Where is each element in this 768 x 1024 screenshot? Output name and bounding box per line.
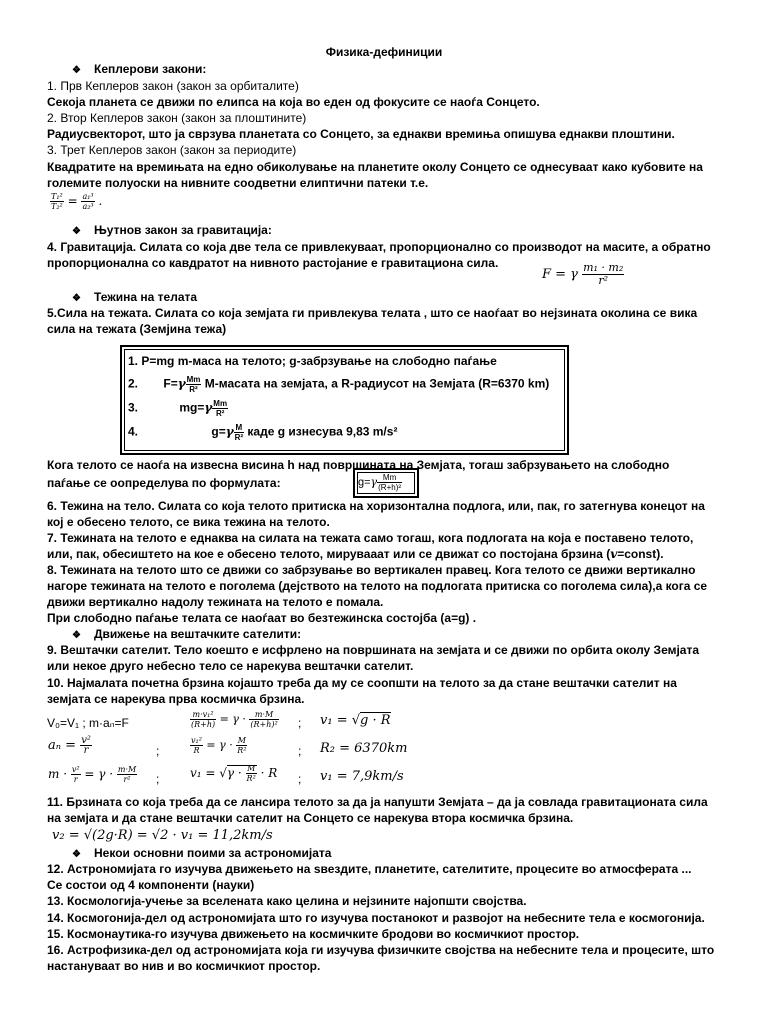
kepler-formula: $\frac{\text{T₁²}}{\text{T₂²}}$ = $\frac{\text{a₁³}}{\text{a₂³}}$ . — [51, 192, 103, 211]
p7b: или, пак, обесиштето на кое е обесено телото, мирувааат или се движат со постојана брзина (v=const). — [47, 547, 664, 561]
a12a: 12. Астрономијата го изучува движењето на ѕвездите, планетите, сателитите, процесите во атмосферата ... — [47, 862, 692, 876]
s10a: 10. Најмалата почетна брзина којашто треба да му се соопшти на телото за да стане вештачки сателит на — [47, 676, 677, 690]
eq-v2: v₂ = √(2g·R) = √2 · v₁ = 11,2km/s — [52, 828, 273, 843]
eq-row1-mid: $\frac{\text{m·v₁²}}{(R+h)}$ = γ · $\frac{m\cdot M}{\text{(R+h)²}}$ — [191, 710, 278, 729]
s11a: 11. Брзината со која треба да се лансира телото за да ја напушти Земјата – да ја совлада гравитационата сила — [47, 795, 708, 809]
bullet-icon: ❖ — [72, 630, 81, 641]
p6b: кој е обесено телото, се вика тежина на телото. — [47, 515, 330, 529]
p8b: нагоре тежината на телото е поголема (дејството на телото на подлогата притиска со поголема сила),а кога се — [47, 579, 708, 593]
a12b: Се состои од 4 компоненти (науки) — [47, 878, 255, 892]
section-satellites: ❖ Движење на вештачките сателити: — [72, 626, 301, 644]
newton-4b: пропорционална со кавдратот на нивното растојание е гравитациона сила. — [47, 256, 499, 270]
eq-mv: m · $\frac{\text{v²}}{r}$ = γ · $\frac{m\cdot M}{\text{r²}}$ — [48, 765, 137, 784]
eq-row1-right: v₁ = √g · R — [320, 713, 391, 728]
section-kepler: ❖ Кеплерови закони: — [72, 61, 206, 79]
bullet-icon: ❖ — [72, 849, 81, 860]
s11b: на земјата и да стане вештачки сателит на Сонцето се нарекува втора космичка брзина. — [47, 811, 574, 825]
kepler-1: 1. Прв Кеплеров закон (закон за орбиталите) — [47, 79, 299, 93]
box-row-3: 3. mg=γ $\frac{Mm}{\text{R²}}$ — [128, 399, 228, 418]
eq-row2-semi2: ; — [298, 744, 302, 758]
a16b: настануваат во нив и во космичкиот простор. — [47, 959, 321, 973]
kepler-2: 2. Втор Кеплеров закон (закон за плоштините) — [47, 111, 307, 125]
kepler-1-def: Секоја планета се движи по елипса на која во еден од фокусите се наоѓа Сонцето. — [47, 95, 540, 109]
eq-row3-semi1: ; — [156, 772, 160, 786]
eq-row3-mid: v₁ = √γ · $\frac{M}{\text{R²}}$ · R — [190, 764, 278, 783]
p6a: 6. Тежина на тело. Силата со која телото притиска на хоризонтална подлога, или, пак, го затегнува конецот на — [47, 499, 705, 513]
bullet-icon: ❖ — [72, 65, 81, 76]
eq-row3-semi2: ; — [298, 772, 302, 786]
section-weight: ❖ Тежина на телата — [72, 289, 197, 307]
height-1: Кога телото се наоѓа на извесна висина h над површината на Земјата, тогаш забрзувањето на слободно — [47, 458, 670, 472]
a15: 15. Космонаутика-го изучува движењето на космичките бродови во космичкиот простор. — [47, 927, 580, 941]
page-title: Физика-дефиниции — [325, 45, 443, 59]
p8c: движи вертикално надолу тежината на телото е помала. — [47, 595, 384, 609]
box-row-2: 2. F=γ $\frac{Mm}{\text{R²}}$ M-масата на земјата, а R-радиусот на Земјата (R=6370 km) — [128, 375, 550, 394]
s9b: или некое друго небесно тело се нарекува вештачки сателит. — [47, 659, 414, 673]
eq-v1: v₁ = 7,9km/s — [320, 769, 404, 784]
height-formula-box: g=γ $\frac{Mm}{\text{(R+h)²}}$ — [353, 468, 419, 498]
kepler-3-def-2: големите полуоски на нивните соодветни елиптични патеки т.е. — [47, 176, 429, 190]
newton-4a: 4. Гравитација. Силата со која две тела се привлекуваат, пропорционално со производот на масите, а обратно — [47, 240, 711, 254]
box-row-4: 4. g=γ $\frac{M}{\text{R²}}$ каде g изнесува 9,83 m/s² — [128, 423, 398, 442]
section-astro: ❖ Некои основни поими за астрономијата — [72, 845, 331, 863]
s9a: 9. Вештачки сателит. Тело коешто е исфрлено на површината на земјата и се движи по орбита околу Земјата — [47, 643, 700, 657]
eq-r2: R₂ = 6370km — [320, 741, 408, 756]
eq-row2-semi1: ; — [156, 744, 160, 758]
newton-formula: F = γ $\frac{\text{m₁ · m₂}}{\text{r²}}$ — [542, 261, 624, 287]
eq-v0: V₀=V₁ ; m·aₙ=F — [47, 716, 129, 730]
eq-row1-semi: ; — [298, 716, 302, 730]
formula-box — [120, 345, 569, 455]
a16a: 16. Астрофизика-дел од астрономијата која ги изучува физичките својства на небесните тела и процесите, што — [47, 943, 715, 957]
kepler-3: 3. Трет Кеплеров закон (закон за периодите) — [47, 143, 297, 157]
bullet-icon: ❖ — [72, 226, 81, 237]
kepler-2-def: Радиусвекторот, што ја сврзува планетата со Сонцето, за еднакви времиња опишува еднакви плоштини. — [47, 127, 675, 141]
section-newton: ❖ Њутнов закон за гравитација: — [72, 222, 272, 240]
p7a: 7. Тежината на телото е еднаква на силата на тежата само тогаш, кога подлогата на која е поставено телото, — [47, 531, 694, 545]
weight-5b: сила на тежата (Земјина тежа) — [47, 322, 227, 336]
eq-row2-mid: $\frac{\text{v₁²}}{R}$ = γ · $\frac{M}{\text{R²}}$ — [191, 736, 247, 755]
a13: 13. Космологија-учење за вселената како целина и нејзините најопшти својства. — [47, 894, 527, 908]
kepler-3-def-1: Квадратите на времињата на едно обиколување на планетите околу Сонцето се однесуваат како кубовите на — [47, 160, 703, 174]
eq-an: aₙ = $\frac{\text{v²}}{r}$ — [48, 735, 91, 756]
a14: 14. Космогонија-дел од астрономијата што го изучува постанокот и развојот на небесните тела е космогонија. — [47, 911, 705, 925]
weight-5a: 5.Сила на тежата. Силата со која земјата ги привлекува телата , што се наоѓаат во нејзината околина се вика — [47, 306, 698, 320]
s10b: земјата се нарекува прва космичка брзина. — [47, 692, 305, 706]
p8a: 8. Тежината на телото што се движи со забрзување во вертикален правец. Кога телото се движи вертикално — [47, 563, 696, 577]
p8d: При слободно паѓање телата се наоѓаат во безтежинска состојба (a=g) . — [47, 611, 477, 625]
height-2: паѓање се оопределува по формулата: — [47, 476, 281, 490]
box-row-1: 1. P=mg m-маса на телото; g-забрзување на слободно паѓање — [128, 354, 497, 368]
bullet-icon: ❖ — [72, 293, 81, 304]
